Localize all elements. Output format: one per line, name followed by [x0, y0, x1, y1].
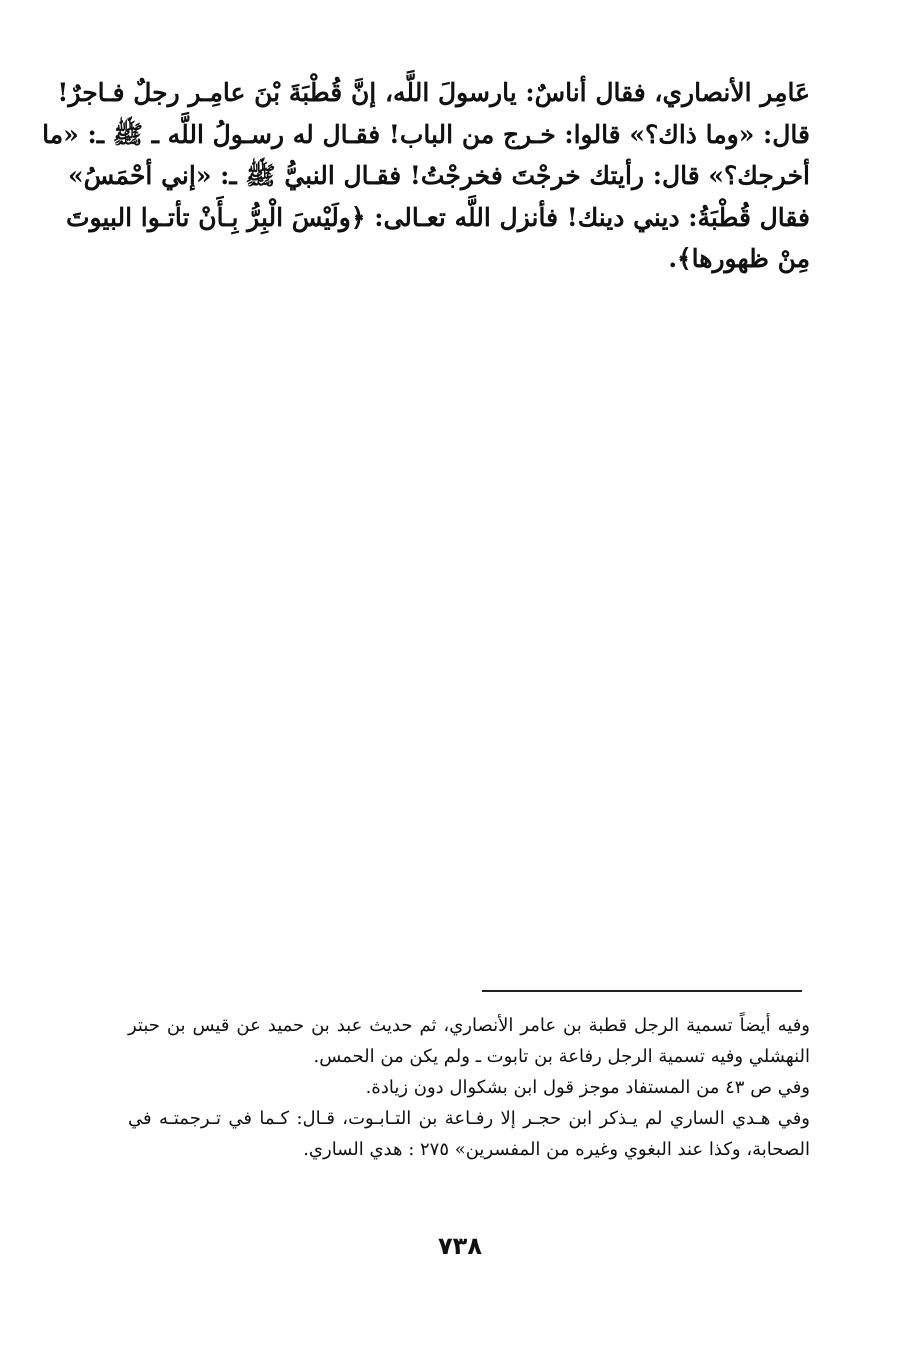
footnote-line: وفيه أيضاً تسمية الرجل قطبة بن عامر الأنصاري، ثم حديث عبد بن حميد عن قيس بن حبتر	[128, 1015, 810, 1036]
main-text-line: مِنْ ظهورها﴾.	[668, 244, 810, 273]
main-text-line: أخرجك؟» قال: رأيتك خرجْتَ فخرجْتُ! فقـال النبيُّ ﷺ ـ: «إني أحْمَسُ»	[68, 161, 810, 190]
main-text-line: عَامِر الأنصاري، فقال أناسٌ: يارسولَ اللَّه، إنَّ قُطْبَةَ بْنَ عامِـر رجلٌ فـاجرٌ!	[57, 78, 810, 107]
footnote-divider	[482, 990, 802, 992]
main-text-line: فقال قُطْبَةُ: ديني دينك! فأنزل اللَّه تعـالى: ﴿ولَيْسَ الْبِرُّ بِـأَنْ تأتـوا البيوتَ	[65, 202, 810, 232]
main-text-block	[42, 72, 810, 280]
footnote-line: وفي هـدي الساري لم يـذكر ابن حجـر إلا رفـاعة بن التـابـوت، قـال: كـما في تـرجمتـه في	[128, 1108, 810, 1129]
footnote-line: النهشلي وفيه تسمية الرجل رفاعة بن تابوت ـ ولم يكن من الحمس.	[313, 1046, 810, 1067]
footnote-line: الصحابة، وكذا عند البغوي وغيره من المفسرين» ٢٧٥ : هدي الساري.	[303, 1139, 810, 1160]
page-number: ٧٣٨	[438, 1232, 482, 1260]
footnote-line: وفي ص ٤٣ من المستفاد موجز قول ابن بشكوال دون زيادة.	[365, 1077, 810, 1098]
footnotes-block	[128, 1010, 810, 1165]
main-text-line: قال: «وما ذاك؟» قالوا: خـرج من الباب! فقـال له رسـولُ اللَّه ـ ﷺ ـ: «ما	[42, 119, 810, 149]
